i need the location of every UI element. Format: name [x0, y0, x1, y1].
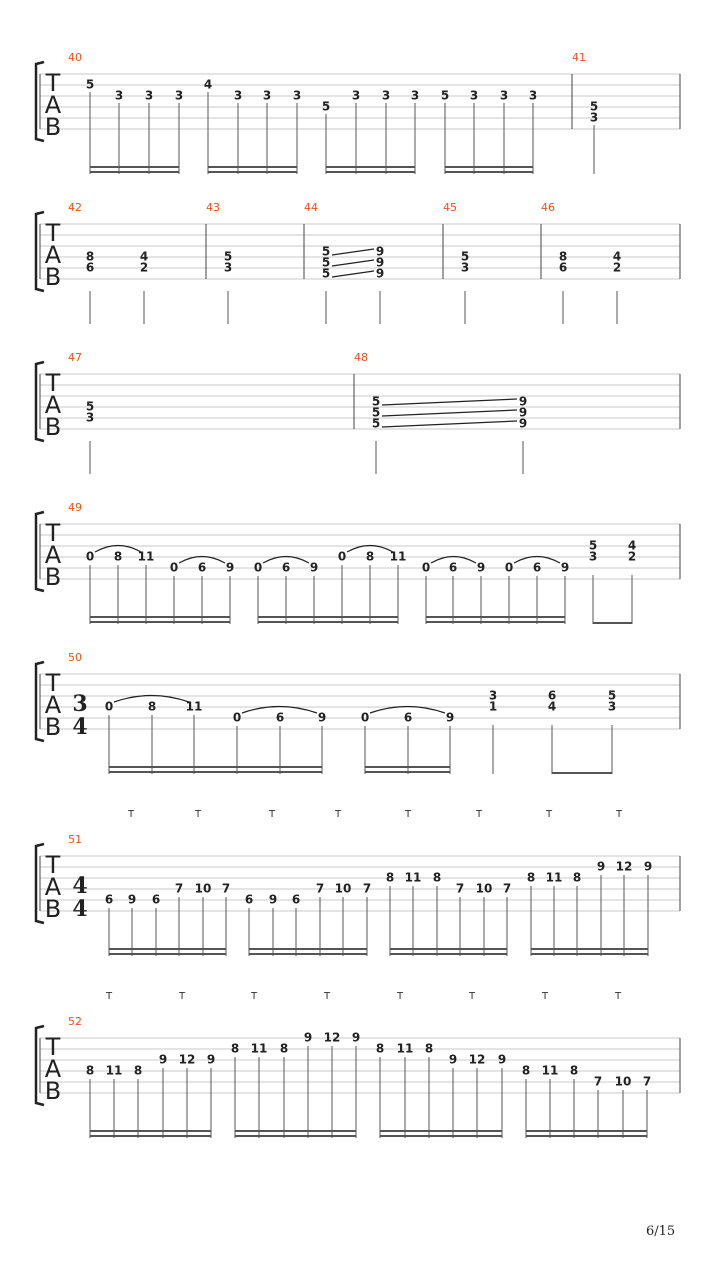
measure-number: 47	[68, 351, 82, 364]
fret-number: 9	[375, 255, 385, 270]
fret-number: 12	[615, 859, 633, 874]
fret-number: 4	[203, 77, 213, 92]
fret-number: 5	[440, 88, 450, 103]
fret-number: 8	[521, 1063, 531, 1078]
fret-number: 5	[607, 688, 617, 703]
fret-number: 2	[627, 549, 637, 564]
fret-number: 5	[460, 249, 470, 264]
fret-number: 5	[371, 394, 381, 409]
fret-number: 3	[144, 88, 154, 103]
tab-letter: B	[44, 1077, 62, 1105]
fret-number: 9	[518, 394, 528, 409]
tap-marker: T	[614, 991, 622, 1002]
fret-number: 3	[588, 549, 598, 564]
fret-number: 7	[593, 1074, 603, 1089]
tab-letter: T	[45, 1033, 61, 1061]
fret-number: 6	[104, 892, 114, 907]
fret-number: 8	[385, 870, 395, 885]
time-signature-top: 4	[72, 873, 88, 899]
fret-number: 1	[488, 699, 498, 714]
fret-number: 3	[85, 410, 95, 425]
fret-number: 8	[85, 1063, 95, 1078]
tab-letter: A	[44, 691, 62, 719]
fret-number: 6	[291, 892, 301, 907]
fret-number: 9	[560, 560, 570, 575]
tap-marker: T	[250, 991, 258, 1002]
tap-marker: T	[404, 809, 412, 820]
tap-marker: T	[545, 809, 553, 820]
fret-number: 12	[323, 1030, 341, 1045]
tab-letter: T	[45, 669, 61, 697]
tap-marker: T	[105, 991, 113, 1002]
fret-number: 8	[147, 699, 157, 714]
fret-number: 5	[223, 249, 233, 264]
fret-number: 7	[315, 881, 325, 896]
fret-number: 9	[317, 710, 327, 725]
fret-number: 4	[547, 699, 557, 714]
tab-letter: B	[44, 263, 62, 291]
tab-letter: B	[44, 713, 62, 741]
slide-line	[382, 399, 517, 405]
fret-number: 11	[137, 549, 155, 564]
fret-number: 10	[334, 881, 352, 896]
tab-letter: T	[45, 69, 61, 97]
measure-number: 46	[541, 201, 555, 214]
fret-number: 6	[275, 710, 285, 725]
measure-number: 42	[68, 201, 82, 214]
tab-letter: T	[45, 851, 61, 879]
fret-number: 3	[469, 88, 479, 103]
fret-number: 7	[174, 881, 184, 896]
measure-number: 48	[354, 351, 368, 364]
tab-letter: B	[44, 895, 62, 923]
fret-number: 4	[612, 249, 622, 264]
fret-number: 9	[643, 859, 653, 874]
tap-marker: T	[268, 809, 276, 820]
fret-number: 9	[375, 244, 385, 259]
fret-number: 2	[139, 260, 149, 275]
measure-number: 49	[68, 501, 82, 514]
fret-number: 3	[381, 88, 391, 103]
measure-number: 52	[68, 1015, 82, 1028]
fret-number: 9	[127, 892, 137, 907]
fret-number: 0	[253, 560, 263, 575]
slide-line	[332, 249, 374, 255]
fret-number: 4	[139, 249, 149, 264]
fret-number: 9	[596, 859, 606, 874]
fret-number: 3	[114, 88, 124, 103]
time-signature-bottom: 4	[72, 896, 88, 922]
tap-marker: T	[541, 991, 549, 1002]
fret-number: 11	[185, 699, 203, 714]
tap-marker: T	[396, 991, 404, 1002]
fret-number: 8	[133, 1063, 143, 1078]
tap-marker: T	[615, 809, 623, 820]
fret-number: 0	[504, 560, 514, 575]
tap-marker: T	[178, 991, 186, 1002]
fret-number: 7	[362, 881, 372, 896]
fret-number: 7	[502, 881, 512, 896]
fret-number: 3	[607, 699, 617, 714]
fret-number: 9	[268, 892, 278, 907]
tab-letter: A	[44, 1055, 62, 1083]
tap-marker: T	[334, 809, 342, 820]
fret-number: 0	[85, 549, 95, 564]
fret-number: 4	[627, 538, 637, 553]
fret-number: 8	[572, 870, 582, 885]
fret-number: 3	[233, 88, 243, 103]
fret-number: 9	[518, 405, 528, 420]
fret-number: 11	[404, 870, 422, 885]
fret-number: 3	[292, 88, 302, 103]
fret-number: 11	[541, 1063, 559, 1078]
fret-number: 9	[309, 560, 319, 575]
measure-number: 40	[68, 51, 82, 64]
fret-number: 11	[396, 1041, 414, 1056]
measure-number: 44	[304, 201, 318, 214]
fret-number: 6	[85, 260, 95, 275]
fret-number: 10	[194, 881, 212, 896]
fret-number: 8	[424, 1041, 434, 1056]
fret-number: 11	[389, 549, 407, 564]
fret-number: 9	[476, 560, 486, 575]
fret-number: 5	[371, 416, 381, 431]
fret-number: 3	[174, 88, 184, 103]
tap-marker: T	[127, 809, 135, 820]
time-signature-bottom: 4	[72, 714, 88, 740]
fret-number: 9	[206, 1052, 216, 1067]
fret-number: 8	[432, 870, 442, 885]
fret-number: 7	[221, 881, 231, 896]
measure-number: 45	[443, 201, 457, 214]
fret-number: 9	[375, 266, 385, 281]
fret-number: 5	[371, 405, 381, 420]
measure-number: 41	[572, 51, 586, 64]
fret-number: 5	[85, 399, 95, 414]
fret-number: 9	[518, 416, 528, 431]
slide-line	[382, 410, 517, 416]
fret-number: 5	[589, 99, 599, 114]
fret-number: 9	[303, 1030, 313, 1045]
fret-number: 11	[545, 870, 563, 885]
fret-number: 2	[612, 260, 622, 275]
measure-number: 43	[206, 201, 220, 214]
fret-number: 8	[526, 870, 536, 885]
fret-number: 5	[321, 255, 331, 270]
tab-letter: A	[44, 873, 62, 901]
tab-letter: T	[45, 369, 61, 397]
fret-number: 5	[321, 99, 331, 114]
fret-number: 6	[281, 560, 291, 575]
fret-number: 10	[475, 881, 493, 896]
tab-letter: T	[45, 219, 61, 247]
fret-number: 6	[547, 688, 557, 703]
tap-marker: T	[323, 991, 331, 1002]
fret-number: 0	[169, 560, 179, 575]
measure-number: 50	[68, 651, 82, 664]
fret-number: 12	[468, 1052, 486, 1067]
fret-number: 3	[460, 260, 470, 275]
fret-number: 3	[351, 88, 361, 103]
fret-number: 6	[448, 560, 458, 575]
fret-number: 6	[151, 892, 161, 907]
fret-number: 10	[614, 1074, 632, 1089]
fret-number: 6	[532, 560, 542, 575]
tap-marker: T	[475, 809, 483, 820]
fret-number: 6	[403, 710, 413, 725]
measure-number: 51	[68, 833, 82, 846]
fret-number: 6	[558, 260, 568, 275]
tab-letter: T	[45, 519, 61, 547]
tab-letter: A	[44, 541, 62, 569]
fret-number: 7	[455, 881, 465, 896]
fret-number: 8	[375, 1041, 385, 1056]
fret-number: 9	[225, 560, 235, 575]
fret-number: 9	[445, 710, 455, 725]
fret-number: 3	[410, 88, 420, 103]
fret-number: 5	[321, 244, 331, 259]
fret-number: 3	[499, 88, 509, 103]
fret-number: 8	[365, 549, 375, 564]
tab-letter: B	[44, 413, 62, 441]
slide-line	[382, 421, 517, 427]
fret-number: 3	[262, 88, 272, 103]
fret-number: 8	[558, 249, 568, 264]
fret-number: 8	[569, 1063, 579, 1078]
fret-number: 3	[488, 688, 498, 703]
fret-number: 5	[588, 538, 598, 553]
fret-number: 0	[232, 710, 242, 725]
fret-number: 0	[421, 560, 431, 575]
fret-number: 11	[250, 1041, 268, 1056]
fret-number: 3	[528, 88, 538, 103]
fret-number: 9	[448, 1052, 458, 1067]
tab-letter: A	[44, 391, 62, 419]
tab-letter: A	[44, 241, 62, 269]
fret-number: 7	[642, 1074, 652, 1089]
fret-number: 8	[230, 1041, 240, 1056]
fret-number: 5	[321, 266, 331, 281]
fret-number: 0	[104, 699, 114, 714]
fret-number: 9	[497, 1052, 507, 1067]
fret-number: 6	[244, 892, 254, 907]
fret-number: 11	[105, 1063, 123, 1078]
fret-number: 8	[279, 1041, 289, 1056]
slide-line	[332, 260, 374, 266]
fret-number: 12	[178, 1052, 196, 1067]
fret-number: 3	[223, 260, 233, 275]
fret-number: 5	[85, 77, 95, 92]
tap-marker: T	[194, 809, 202, 820]
tap-marker: T	[468, 991, 476, 1002]
time-signature-top: 3	[72, 691, 88, 717]
slide-line	[332, 271, 374, 277]
fret-number: 8	[113, 549, 123, 564]
fret-number: 0	[337, 549, 347, 564]
fret-number: 8	[85, 249, 95, 264]
page-number: 6/15	[646, 1224, 676, 1239]
fret-number: 9	[158, 1052, 168, 1067]
tab-letter: B	[44, 113, 62, 141]
tablature-content	[36, 51, 680, 1138]
fret-number: 3	[589, 110, 599, 125]
fret-number: 9	[351, 1030, 361, 1045]
fret-number: 0	[360, 710, 370, 725]
tab-letter: A	[44, 91, 62, 119]
fret-number: 6	[197, 560, 207, 575]
tab-letter: B	[44, 563, 62, 591]
